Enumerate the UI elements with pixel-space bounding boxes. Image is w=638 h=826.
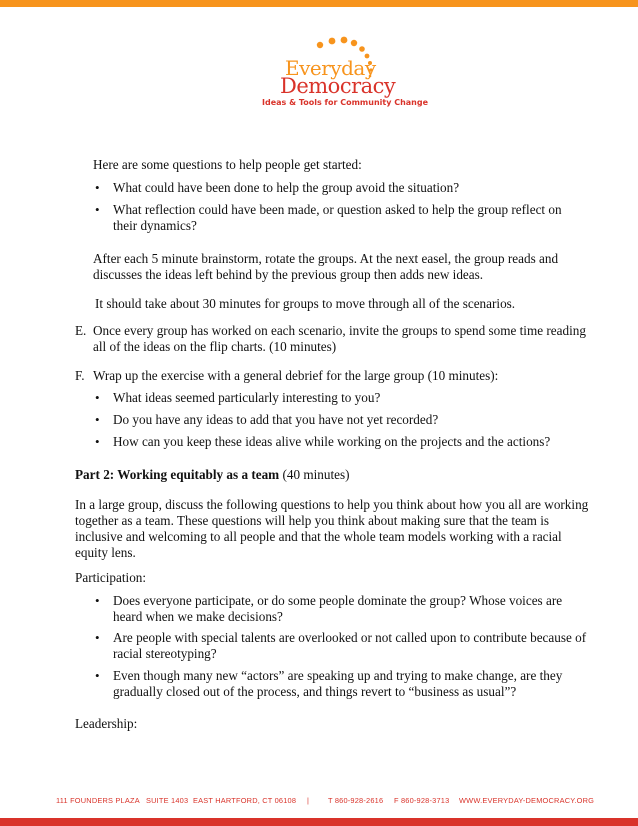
part2-line-3: inclusive and welcoming to all people and that the whole team models working with a racial bbox=[75, 529, 562, 544]
logo-word-democracy: Democracy bbox=[280, 74, 396, 98]
part2-heading bbox=[75, 467, 350, 483]
step-e-letter: E. bbox=[75, 323, 87, 338]
intro-text: Here are some questions to help people get started: bbox=[93, 157, 362, 172]
rotate-paragraph-line-2: discusses the ideas left behind by the previous group then adds new ideas. bbox=[93, 267, 484, 282]
bullet-icon: • bbox=[95, 434, 100, 449]
footer-website: WWW.EVERYDAY-DEMOCRACY.ORG bbox=[459, 796, 595, 805]
footer-suite: SUITE 1403 bbox=[146, 796, 189, 805]
debrief-bullet-3: How can you keep these ideas alive while working on the projects and the actions? bbox=[113, 434, 551, 449]
participation-bullet-3-cont: gradually closed out of the process, and things revert to “business as usual”? bbox=[113, 684, 517, 699]
participation-bullet-2-cont: racial stereotyping? bbox=[113, 646, 217, 661]
logo-tagline: Ideas & Tools for Community Change bbox=[262, 98, 429, 107]
debrief-bullet-2: Do you have any ideas to add that you have not yet recorded? bbox=[113, 412, 439, 427]
part2-line-2: together as a team. These questions will help you think about making sure that the team is bbox=[75, 513, 550, 528]
footer-fax: F 860-928-3713 bbox=[394, 796, 450, 805]
debrief-bullet-1: What ideas seemed particularly interesting to you? bbox=[113, 390, 381, 405]
bullet-icon: • bbox=[95, 202, 100, 217]
participation-bullet-1-cont: heard when we make decisions? bbox=[113, 609, 283, 624]
top-accent-bar bbox=[0, 0, 638, 7]
leadership-heading: Leadership: bbox=[75, 716, 138, 731]
intro-bullet-1: What could have been done to help the group avoid the situation? bbox=[113, 180, 460, 195]
everyday-democracy-logo bbox=[258, 36, 429, 112]
part2-title: Part 2: Working equitably as a team bbox=[75, 467, 280, 482]
footer-divider: | bbox=[307, 796, 310, 805]
bullet-icon: • bbox=[95, 630, 100, 645]
participation-heading: Participation: bbox=[75, 570, 147, 585]
bullet-icon: • bbox=[95, 412, 100, 427]
footer-city: EAST HARTFORD, CT 06108 bbox=[193, 796, 297, 805]
intro-bullet-2-cont: their dynamics? bbox=[113, 218, 197, 233]
rotate-paragraph-line-1: After each 5 minute brainstorm, rotate the groups. At the next easel, the group reads and bbox=[93, 251, 559, 266]
step-e-line-1: Once every group has worked on each scenario, invite the groups to spend some time reading bbox=[93, 323, 586, 338]
bullet-icon: • bbox=[95, 180, 100, 195]
bullet-icon: • bbox=[95, 593, 100, 608]
part2-duration: (40 minutes) bbox=[279, 467, 350, 482]
time-paragraph: It should take about 30 minutes for groups to move through all of the scenarios. bbox=[95, 296, 516, 311]
step-f-letter: F. bbox=[75, 368, 85, 383]
participation-bullet-2: Are people with special talents are overlooked or not called upon to contribute because of bbox=[113, 630, 587, 645]
logo-word-everyday: Everyday bbox=[285, 56, 376, 80]
participation-bullet-3: Even though many new “actors” are speaking up and trying to make change, are they bbox=[113, 668, 563, 683]
footer-phone: T 860-928-2616 bbox=[328, 796, 384, 805]
bullet-icon: • bbox=[95, 668, 100, 683]
participation-bullet-1: Does everyone participate, or do some people dominate the group? Whose voices are bbox=[113, 593, 563, 608]
step-e-line-2: all of the ideas on the flip charts. (10 minutes) bbox=[93, 339, 337, 354]
part2-line-4: equity lens. bbox=[75, 545, 136, 560]
intro-bullet-2: What reflection could have been made, or question asked to help the group reflect on bbox=[113, 202, 562, 217]
part2-line-1: In a large group, discuss the following questions to help you think about how you all are working bbox=[75, 497, 589, 512]
bullet-icon: • bbox=[95, 390, 100, 405]
footer-address: 111 FOUNDERS PLAZA bbox=[56, 796, 140, 805]
step-f-text: Wrap up the exercise with a general debrief for the large group (10 minutes): bbox=[93, 368, 499, 383]
bottom-accent-bar bbox=[0, 818, 638, 826]
